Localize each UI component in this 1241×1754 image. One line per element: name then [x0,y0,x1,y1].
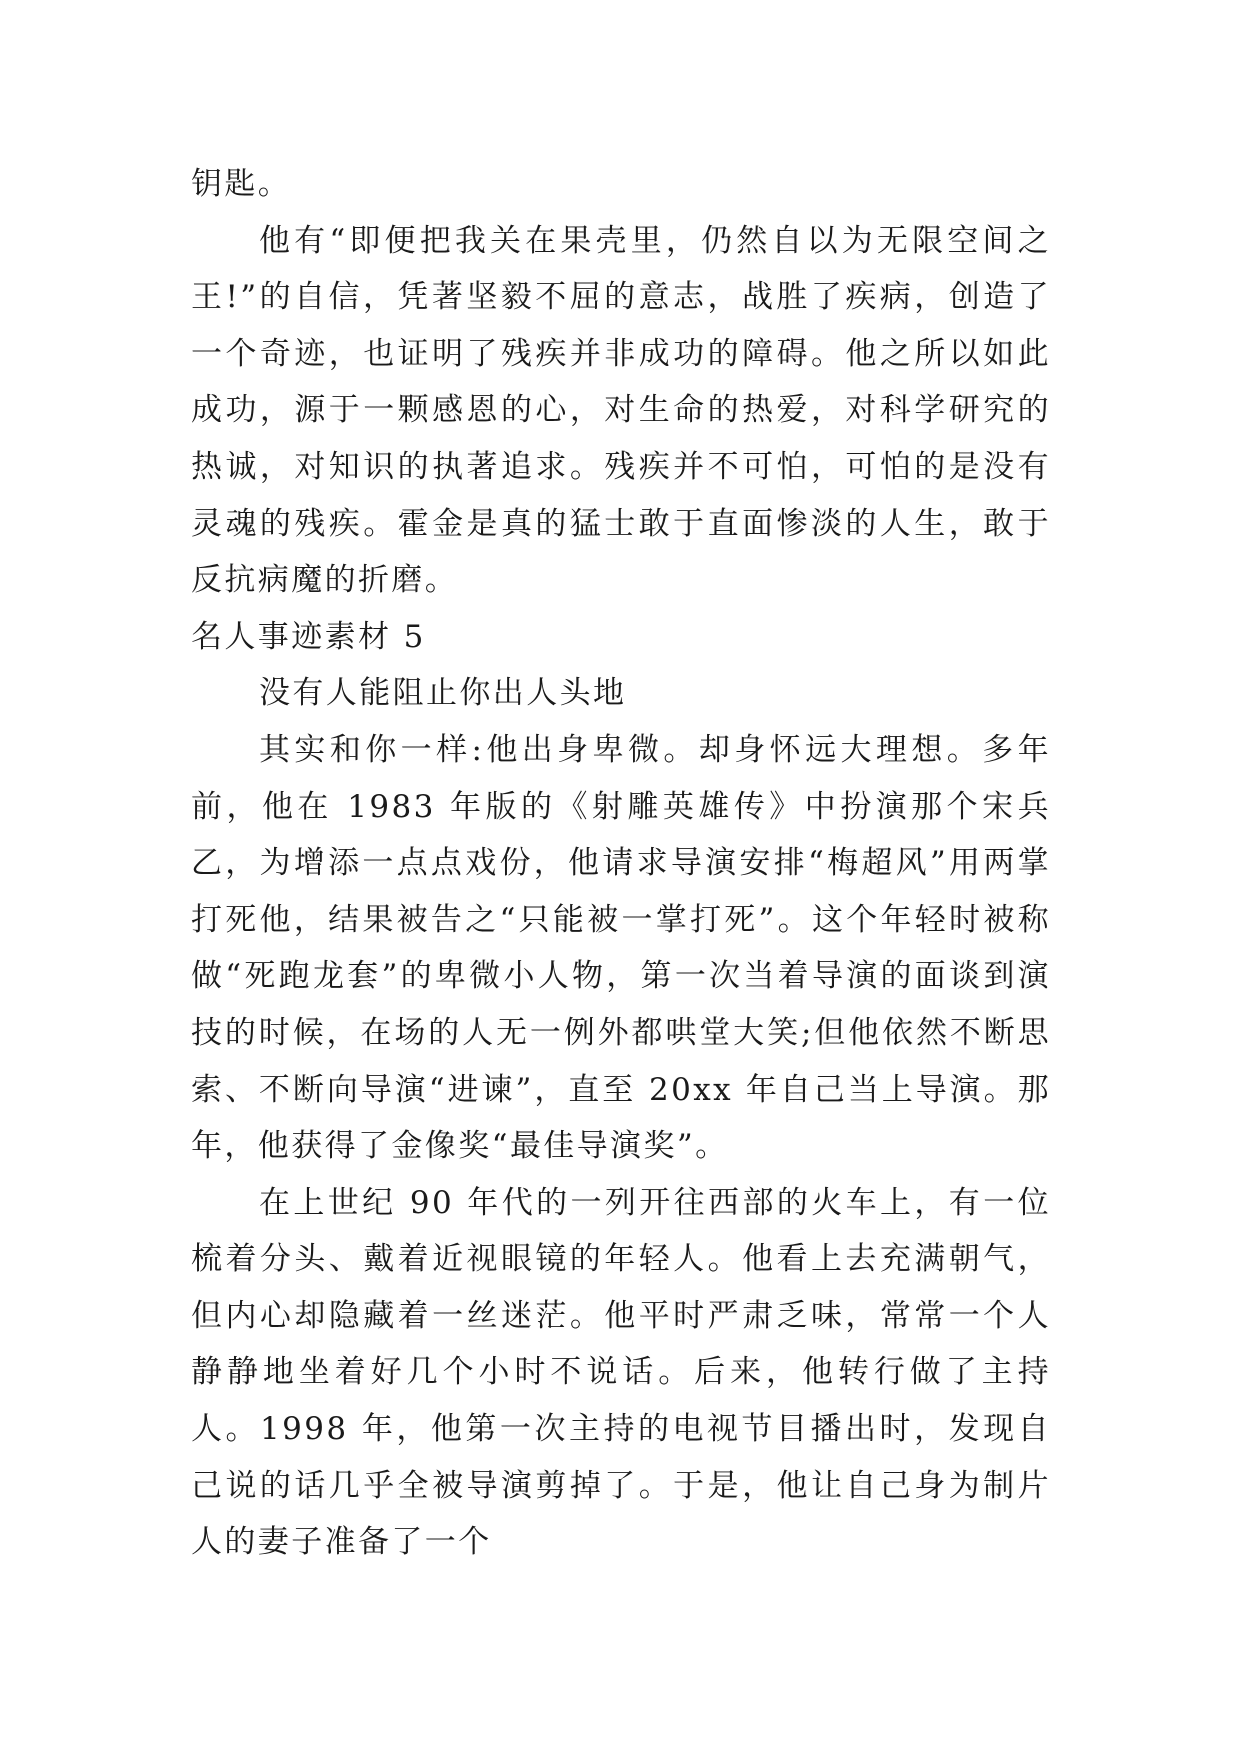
section-heading: 名人事迹素材 5 [191,618,426,655]
paragraph-continuation: 钥匙。 [191,166,292,202]
paragraph-director: 其实和你一样:他出身卑微。却身怀远大理想。多年前，他在 1983 年版的《射雕英雄传》中扮演那个宋兵乙，为增添一点点戏份，他请求导演安排“梅超风”用两掌打死他，结果被告之“只能被一掌打死”。这个年轻时被称做“死跑龙套”的卑微小人物，第一次当着导演的面谈到演技的时候，在场的人无一例外都哄堂大笑;但他依然不断思索、不断向导演“进谏”，直至 20xx 年自己当上导演。那年，他获得了金像奖“最佳导演奖”。 [191,731,1051,1165]
document-body [191,156,1051,1571]
paragraph-host: 在上世纪 90 年代的一列开往西部的火车上，有一位梳着分头、戴着近视眼镜的年轻人。他看上去充满朝气，但内心却隐藏着一丝迷茫。他平时严肃乏味，常常一个人静静地坐着好几个小时不说话。后来，他转行做了主持人。1998 年，他第一次主持的电视节目播出时，发现自己说的话几乎全被导演剪掉了。于是，他让自己身为制片人的妻子准备了一个 [191,1184,1051,1561]
section-subtitle: 没有人能阻止你出人头地 [259,675,627,712]
paragraph-hawking: 他有“即便把我关在果壳里，仍然自以为无限空间之王!”的自信，凭著坚毅不屈的意志，战胜了疾病，创造了一个奇迹，也证明了残疾并非成功的障碍。他之所以如此成功，源于一颗感恩的心，对生命的热爱，对科学研究的热诚，对知识的执著追求。残疾并不可怕，可怕的是没有灵魂的残疾。霍金是真的猛士敢于直面惨淡的人生，敢于反抗病魔的折磨。 [191,222,1051,599]
